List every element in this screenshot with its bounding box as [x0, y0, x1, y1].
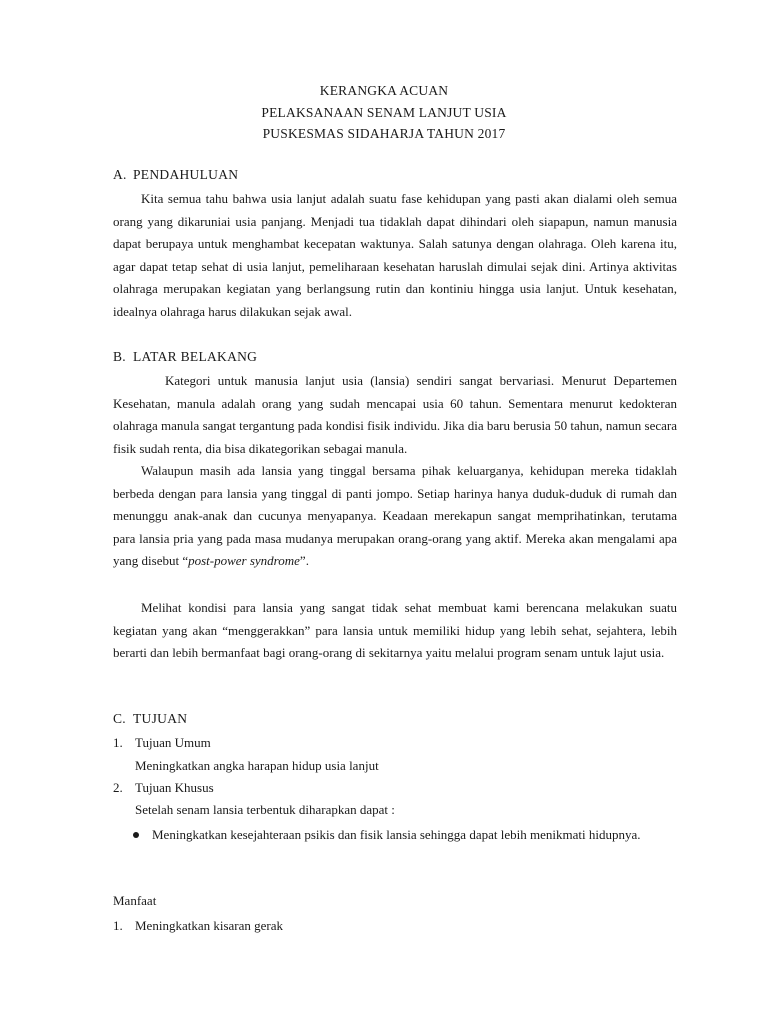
bullet-text: Meningkatkan kesejahteraan psikis dan fisik lansia sehingga dapat lebih menikmati hidupnya.: [152, 827, 641, 842]
section-c-letter: C.: [113, 711, 126, 726]
list-item: [113, 780, 214, 796]
section-a-heading: [113, 167, 238, 183]
section-a-title: PENDAHULUAN: [133, 167, 239, 182]
list-item-number: 1.: [113, 918, 123, 933]
list-item-detail: Setelah senam lansia terbentuk diharapkan dapat :: [135, 802, 395, 817]
manfaat-heading: Manfaat: [113, 893, 157, 908]
list-item-number: 1.: [113, 735, 123, 750]
list-item: [113, 918, 283, 934]
section-c-heading: [113, 711, 187, 727]
section-b-paragraph-1: Kategori untuk manusia lanjut usia (lansia) sendiri sangat bervariasi. Menurut Departemen Kesehatan, manula adalah orang yang sudah mencapai usia 60 tahun. Sementara menurut kedokteran olahraga manula sangat tergantung pada kondisi fisik individu. Jika dia baru berusia 50 tahun, namun secara fisik sudah renta, dia bisa dikategorikan sebagai manula.: [113, 373, 677, 456]
title-line-3: PUSKESMAS SIDAHARJA TAHUN 2017: [262, 126, 506, 141]
title-line-1: KERANGKA ACUAN: [319, 83, 449, 98]
section-b-paragraph-2-text: Walaupun masih ada lansia yang tinggal bersama pihak keluarganya, kehidupan mereka tidaklah berbeda dengan para lansia yang tinggal di panti jompo. Setiap harinya hanya duduk-duduk di rumah dan menunggu anak-anak dan cucunya menyapanya. Keadaan merekapun sangat memprihatinkan, terutama para lansia pria yang pada masa mudanya merupakan orang-orang yang aktif. Mereka akan mengalami apa yang disebut “: [113, 463, 677, 569]
list-item: [113, 735, 211, 751]
list-item-number: 2.: [113, 780, 123, 795]
section-b-letter: B.: [113, 349, 126, 364]
section-a-paragraph: Kita semua tahu bahwa usia lanjut adalah suatu fase kehidupan yang pasti akan dialami oleh semua orang yang dikaruniai usia panjang. Menjadi tua tidaklah dapat dihindari oleh siapapun, namun manusia dapat berupaya untuk menghambat kecepatan waktunya. Salah satunya dengan olahraga. Oleh karena itu, agar dapat tetap sehat di usia lanjut, pemeliharaan kesehatan haruslah dimulai sejak dini. Artinya aktivitas olahraga merupakan kegiatan yang berlangsung rutin dan kontiniu hingga usia lanjut. Untuk kesehatan, idealnya olahraga harus dilakukan sejak awal.: [113, 191, 677, 319]
section-b-paragraph-2-end: ”.: [299, 553, 309, 569]
section-c-title: TUJUAN: [133, 711, 188, 726]
section-b-paragraph-3: Melihat kondisi para lansia yang sangat tidak sehat membuat kami berencana melakukan suatu kegiatan yang akan “menggerakkan” para lansia untuk memiliki hidup yang lebih sehat, sejahtera, lebih berarti dan lebih bermanfaat bagi orang-orang di sekitarnya yaitu melalui program senam untuk lajut usia.: [113, 600, 677, 661]
bullet-item: [133, 824, 677, 847]
section-a-letter: A.: [113, 167, 127, 182]
section-b-paragraph-2: [113, 460, 677, 573]
bullet-dot-icon: [133, 832, 139, 838]
document-title: [0, 80, 768, 145]
list-item-label: Tujuan Umum: [135, 735, 211, 750]
list-item-label: Tujuan Khusus: [135, 780, 214, 795]
list-item-label: Meningkatkan kisaran gerak: [135, 918, 284, 933]
list-item-detail: Meningkatkan angka harapan hidup usia lanjut: [135, 758, 379, 773]
section-b-heading: [113, 349, 257, 365]
title-line-2: PELAKSANAAN SENAM LANJUT USIA: [261, 104, 507, 120]
section-b-paragraph-2-italic: post-power syndrome: [188, 553, 300, 569]
section-b-title: LATAR BELAKANG: [133, 349, 258, 364]
